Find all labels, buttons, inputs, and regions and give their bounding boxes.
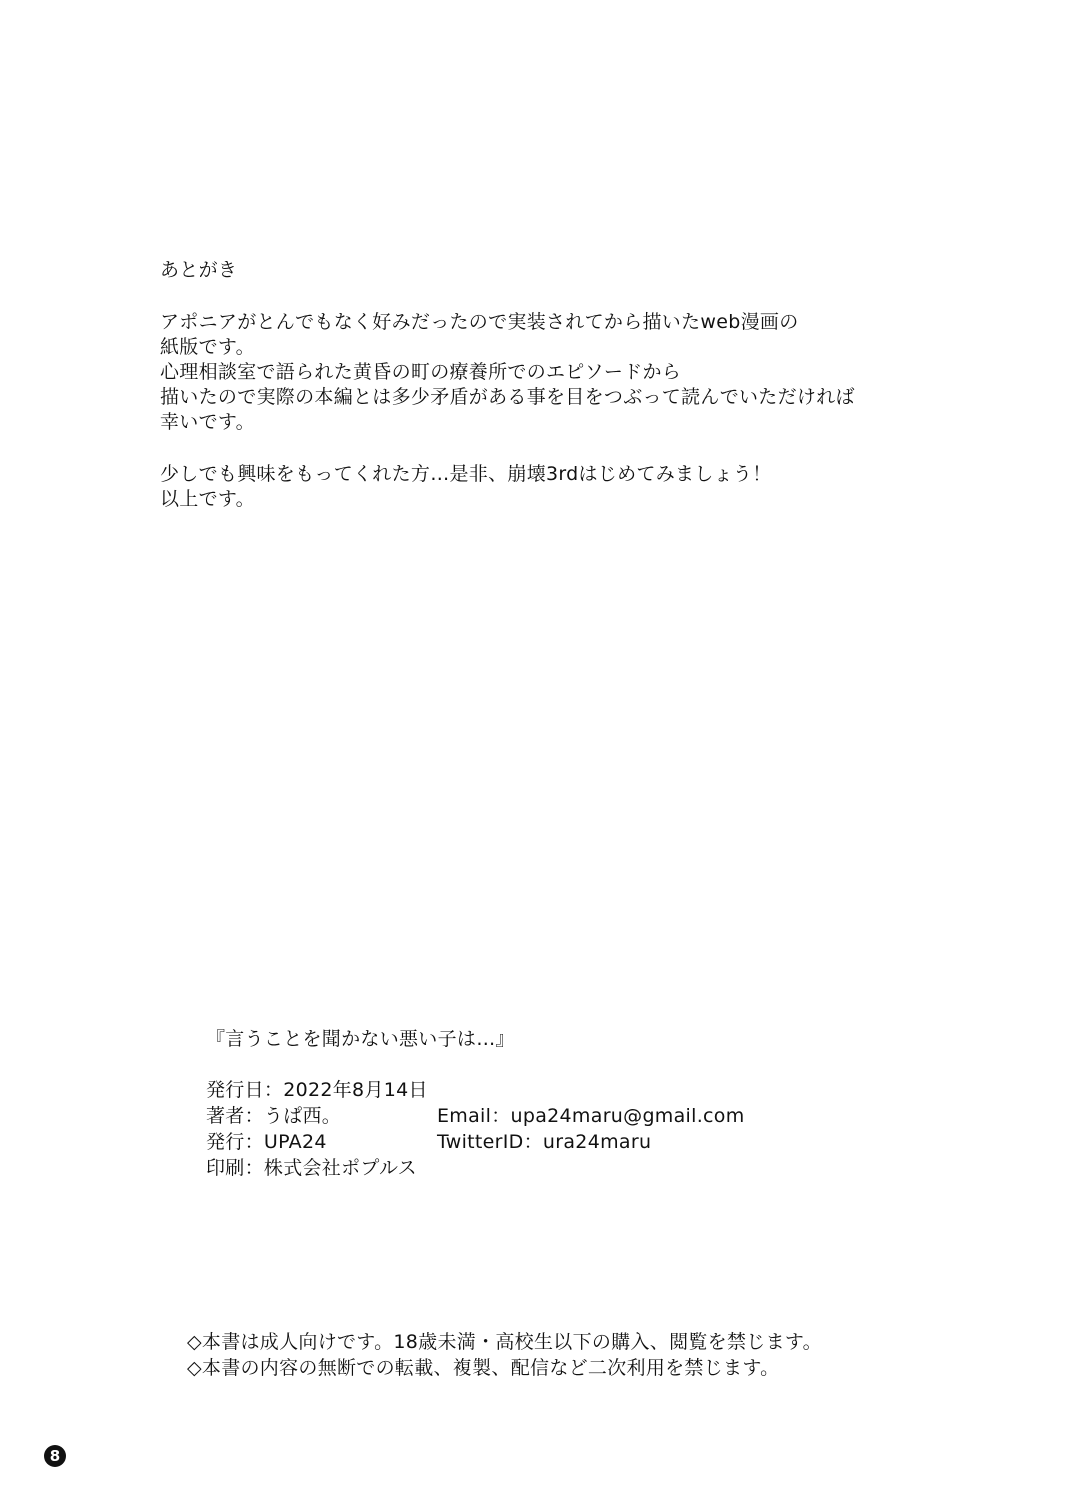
afterword-line: 心理相談室で語られた黄昏の町の療養所でのエピソードから xyxy=(160,361,682,383)
notice-adult: ◇本書は成人向けです。18歳未満・高校生以下の購入、閲覧を禁じます。 xyxy=(187,1331,822,1353)
afterword-line: 少しでも興味をもってくれた方…是非、崩壊3rdはじめてみましょう！ xyxy=(160,463,772,485)
book-title: 『言うことを聞かない悪い子は…』 xyxy=(206,1028,515,1050)
afterword-heading: あとがき xyxy=(160,259,238,281)
email: Email：upa24maru@gmail.com xyxy=(437,1105,745,1127)
twitter-id: TwitterID：ura24maru xyxy=(437,1131,652,1153)
afterword-line: 紙版です。 xyxy=(160,336,255,358)
afterword-line: アポニアがとんでもなく好みだったので実装されてから描いたweb漫画の xyxy=(160,311,799,333)
page-number: 8 xyxy=(44,1445,66,1467)
afterword-line: 描いたので実際の本編とは多少矛盾がある事を目をつぶって読んでいただければ xyxy=(160,386,855,408)
publisher: 発行：UPA24 xyxy=(206,1131,327,1153)
afterword-line: 幸いです。 xyxy=(160,411,255,433)
printer: 印刷：株式会社ポプルス xyxy=(206,1157,417,1179)
release-date: 発行日：2022年8月14日 xyxy=(206,1079,428,1101)
author: 著者：うぱ西。 xyxy=(206,1105,342,1127)
afterword-line: 以上です。 xyxy=(160,488,255,510)
notice-copyright: ◇本書の内容の無断での転載、複製、配信など二次利用を禁じます。 xyxy=(187,1357,780,1379)
